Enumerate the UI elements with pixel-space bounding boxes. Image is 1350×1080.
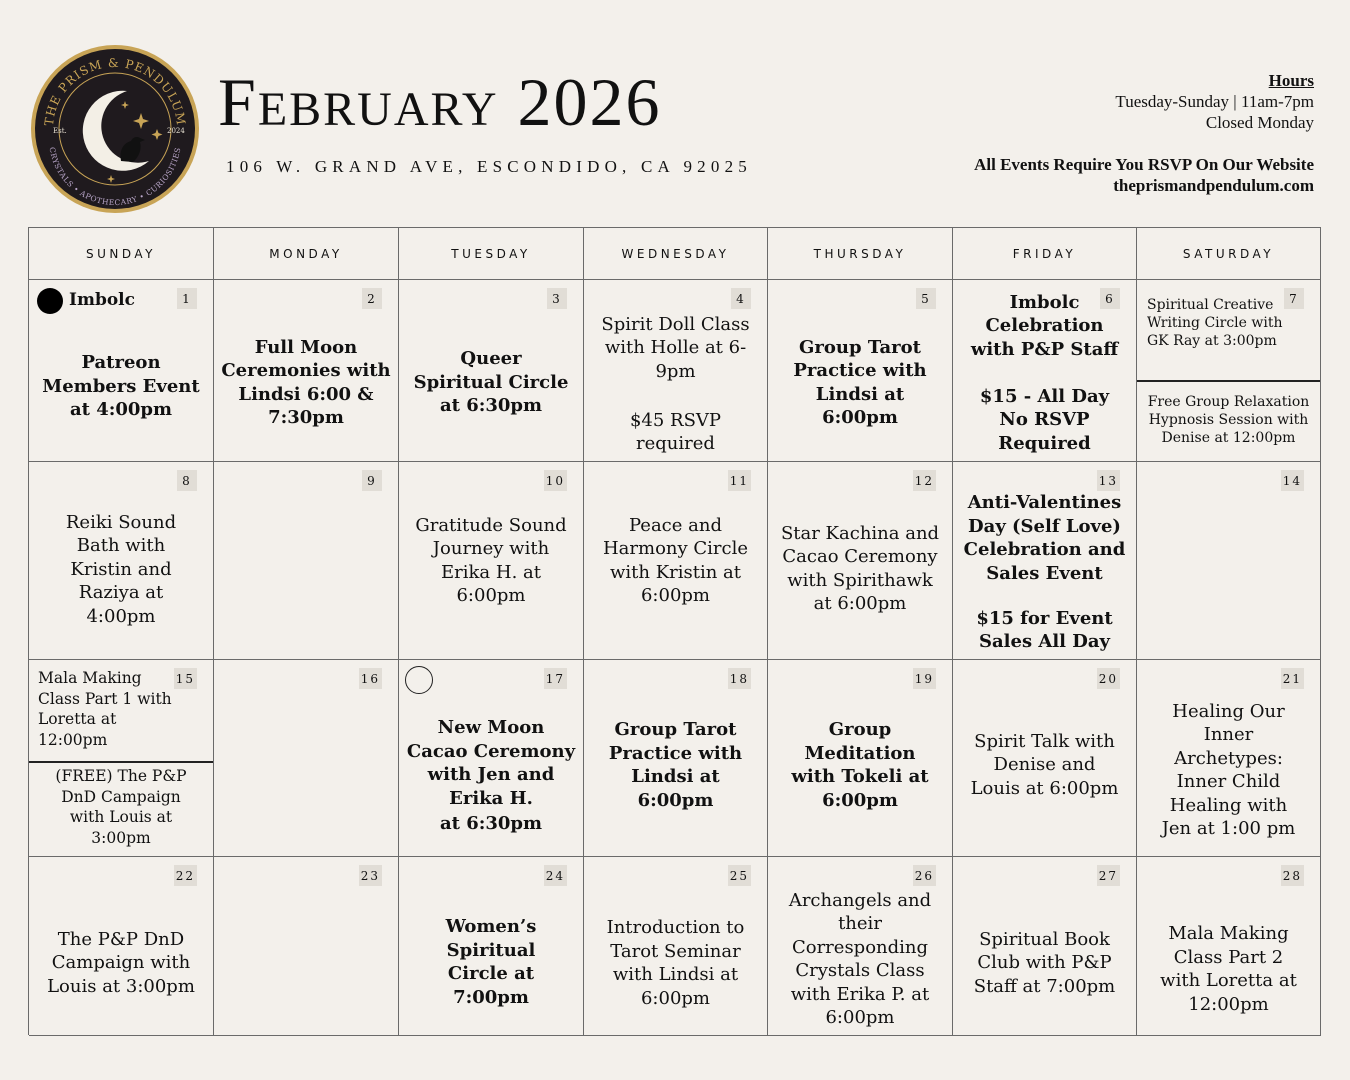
day-number: 19 [913,668,936,689]
event-time: at 6:30pm [439,813,543,835]
event-text: Mala Making Class Part 2 with Loretta at 12:00pm [1160,923,1297,1015]
day-cell-27[interactable] [953,857,1137,1036]
event-price: $15 - All Day No RSVP Required [979,385,1110,454]
day-cell-11[interactable] [584,462,768,660]
day-cell-13[interactable] [953,462,1137,660]
website-link[interactable]: theprismandpendulum.com [1113,176,1314,195]
logo-est-text: Est. [53,127,67,135]
day-number: 10 [544,470,567,491]
day-number: 2 [362,288,382,309]
day-number: 3 [547,288,567,309]
weekday-friday: FRIDAY [953,228,1137,280]
event-text: Peace and Harmony Circle with Kristin at 6:00pm [602,514,749,606]
day-number: 26 [913,865,936,886]
day-number: 18 [728,668,751,689]
event-text: Queer Spiritual Circle at 6:30pm [413,348,569,417]
day-number: 1 [177,288,197,309]
weekday-sunday: SUNDAY [29,228,214,280]
event-text: Mala Making Class Part 1 with Loretta at 12:00pm [38,669,172,749]
hours-open: Tuesday-Sunday | 11am-7pm [1115,92,1314,111]
day-cell-2[interactable] [214,280,399,462]
day-number: 17 [544,668,567,689]
day-cell-8[interactable] [29,462,214,660]
hours-closed: Closed Monday [1205,113,1314,132]
logo-tagline-text: CRYSTALS • APOTHECARY • CURIOSITIES [47,146,183,208]
new-moon-icon [405,666,433,694]
day-cell-19[interactable] [768,660,953,857]
logo-name-text: THE PRISM & PENDULUM [41,55,189,127]
event-text: Spiritual Creative Writing Circle with GK Ray at 3:00pm [1147,297,1283,349]
day-cell-9[interactable] [214,462,399,660]
day-number: 27 [1097,865,1120,886]
day-number: 13 [1097,470,1120,491]
day-number: 16 [359,668,382,689]
day-number: 21 [1281,668,1304,689]
day-cell-6[interactable] [953,280,1137,462]
event-text: Gratitude Sound Journey with Erika H. at 6:00pm [415,514,567,606]
holiday-label: Imbolc [69,290,135,310]
day-cell-25[interactable] [584,857,768,1036]
day-cell-16[interactable] [214,660,399,857]
day-cell-24[interactable] [399,857,584,1036]
day-cell-22[interactable] [29,857,214,1036]
day-cell-20[interactable] [953,660,1137,857]
rsvp-notice: All Events Require You RSVP On Our Website [974,155,1314,174]
day-cell-26[interactable] [768,857,953,1036]
event-text-2: (FREE) The P&P DnD Campaign with Louis at 3:00pm [55,767,187,847]
day-number: 8 [177,470,197,491]
weekday-wednesday: WEDNESDAY [584,228,768,280]
event-text: Archangels and their Corresponding Crystals Class with Erika P. at 6:00pm [788,889,932,1028]
day-cell-5[interactable] [768,280,953,462]
day-cell-7[interactable] [1137,280,1321,462]
event-text: Anti-Valentines Day (Self Love) Celebration and Sales Event [963,492,1126,584]
event-text: Spiritual Book Club with P&P Staff at 7:00pm [973,928,1116,997]
event-text: The P&P DnD Campaign with Louis at 3:00pm [47,928,195,997]
event-text: Patreon Members Event at 4:00pm [42,352,200,421]
calendar-grid [28,227,1321,1035]
day-cell-12[interactable] [768,462,953,660]
day-cell-23[interactable] [214,857,399,1036]
day-number: 14 [1281,470,1304,491]
store-address: 106 W. GRAND AVE, ESCONDIDO, CA 92025 [226,157,752,176]
day-number: 24 [544,865,567,886]
day-number: 23 [359,865,382,886]
day-cell-28[interactable] [1137,857,1321,1036]
day-number: 15 [174,668,197,689]
day-number: 4 [731,288,751,309]
day-cell-3[interactable] [399,280,584,462]
event-text: Reiki Sound Bath with Kristin and Raziya at 4:00pm [65,511,177,627]
event-text: Women’s Spiritual Circle at 7:00pm [445,916,537,1008]
event-price: $15 for Event Sales All Day [976,607,1113,652]
event-text: New Moon Cacao Ceremony with Jen and Erika H. [406,717,576,809]
day-cell-14[interactable] [1137,462,1321,660]
weekday-tuesday: TUESDAY [399,228,584,280]
event-text-2: Free Group Relaxation Hypnosis Session with Denise at 12:00pm [1147,394,1310,446]
hours-block [974,70,1314,196]
day-number: 7 [1284,288,1304,309]
event-text: Introduction to Tarot Seminar with Lindsi at 6:00pm [606,917,745,1009]
logo-year-text: 2024 [167,127,185,135]
weekday-saturday: SATURDAY [1137,228,1321,280]
day-number: 11 [728,470,751,491]
day-cell-4[interactable] [584,280,768,462]
day-number: 25 [728,865,751,886]
day-cell-18[interactable] [584,660,768,857]
event-text: Imbolc Celebration with P&P Staff [970,291,1119,360]
day-number: 22 [174,865,197,886]
weekday-thursday: THURSDAY [768,228,953,280]
event-text: Spirit Doll Class with Holle at 6-9pm [601,313,750,382]
page-title: February 2026 [218,64,662,140]
store-logo [29,43,201,215]
weekday-monday: MONDAY [214,228,399,280]
day-number: 5 [916,288,936,309]
hours-title: Hours [1268,71,1314,90]
event-text: Star Kachina and Cacao Ceremony with Spirithawk at 6:00pm [780,522,940,614]
event-text: Spirit Talk with Denise and Louis at 6:00pm [970,730,1119,799]
full-moon-icon [37,288,63,314]
day-cell-15[interactable] [29,660,214,857]
day-cell-1[interactable] [29,280,214,462]
event-text: Full Moon Ceremonies with Lindsi 6:00 & 7:30pm [221,336,391,428]
day-number: 9 [362,470,382,491]
event-text: Group Tarot Practice with Lindsi at 6:00pm [793,336,927,428]
day-cell-10[interactable] [399,462,584,660]
day-number: 20 [1097,668,1120,689]
day-number: 28 [1281,865,1304,886]
event-text: Group Meditation with Tokeli at 6:00pm [791,719,929,811]
day-cell-21[interactable] [1137,660,1321,857]
day-number: 6 [1100,288,1120,309]
event-text: Healing Our Inner Archetypes: Inner Child Healing with Jen at 1:00 pm [1161,700,1296,839]
event-price: $45 RSVP required [629,409,722,454]
event-text: Group Tarot Practice with Lindsi at 6:00pm [608,719,743,811]
day-cell-17[interactable] [399,660,584,857]
day-number: 12 [913,470,936,491]
